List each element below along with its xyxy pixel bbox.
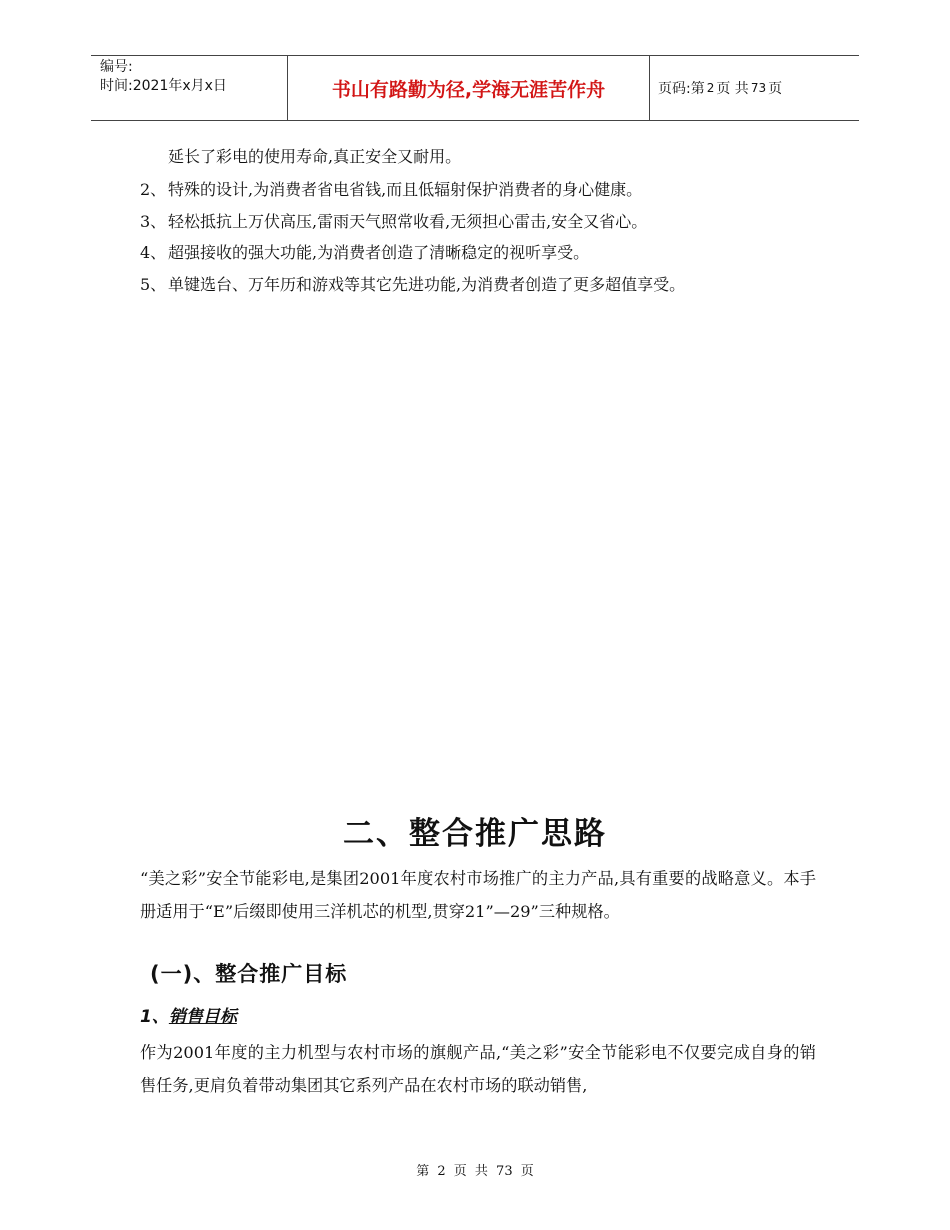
list-item-number: 3、 xyxy=(140,212,167,231)
list-item-text: 超强接收的强大功能,为消费者创造了清晰稳定的视听享受。 xyxy=(168,243,590,262)
list-item-number: 2、 xyxy=(140,180,167,199)
document-time-label: 时间:2021年x月x日 xyxy=(100,78,227,94)
page-current: 2 xyxy=(706,81,715,95)
subsection-title: (一)、整合推广目标 xyxy=(150,962,348,986)
page-middle: 页 共 xyxy=(716,81,749,97)
list-item-text: 特殊的设计,为消费者省电省钱,而且低辐射保护消费者的身心健康。 xyxy=(168,180,643,199)
header-motto: 书山有路勤为径,学海无涯苦作舟 xyxy=(287,56,650,120)
intro-paragraph: “美之彩”安全节能彩电,是集团2001年度农村市场推广的主力产品,具有重要的战略意义。本手册适用于“E”后缀即使用三洋机芯的机型,贯穿21”—29”三种规格。 xyxy=(140,869,816,921)
section-title: 二、整合推广思路 xyxy=(343,816,607,852)
sub-heading-number: 1、 xyxy=(140,1007,169,1027)
document-number-label: 编号: xyxy=(100,59,133,75)
page-footer: 第 2 页 共 73 页 xyxy=(416,1164,534,1179)
page-prefix: 页码:第 xyxy=(658,81,705,97)
sales-target-paragraph: 作为2001年度的主力机型与农村市场的旗舰产品,“美之彩”安全节能彩电不仅要完成自身的销售任务,更肩负着带动集团其它系列产品在农村市场的联动销售, xyxy=(140,1043,816,1095)
page-suffix: 页 xyxy=(768,81,783,97)
header-meta xyxy=(91,56,287,120)
list-item-number: 4、 xyxy=(140,243,167,262)
list-item-text: 轻松抵抗上万伏高压,雷雨天气照常收看,无须担心雷击,安全又省心。 xyxy=(168,212,648,231)
header-page-info xyxy=(650,56,859,120)
sub-heading-label: 销售目标 xyxy=(168,1007,237,1027)
list-item xyxy=(140,177,642,200)
list-item xyxy=(140,272,685,295)
continuation-line: 延长了彩电的使用寿命,真正安全又耐用。 xyxy=(168,147,462,166)
list-item-text: 单键选台、万年历和游戏等其它先进功能,为消费者创造了更多超值享受。 xyxy=(168,275,686,294)
page-header xyxy=(91,55,859,121)
page-total: 73 xyxy=(750,81,767,95)
sub-heading xyxy=(140,1002,237,1027)
list-item xyxy=(140,240,589,263)
list-item xyxy=(140,209,647,232)
list-item-number: 5、 xyxy=(140,275,167,294)
